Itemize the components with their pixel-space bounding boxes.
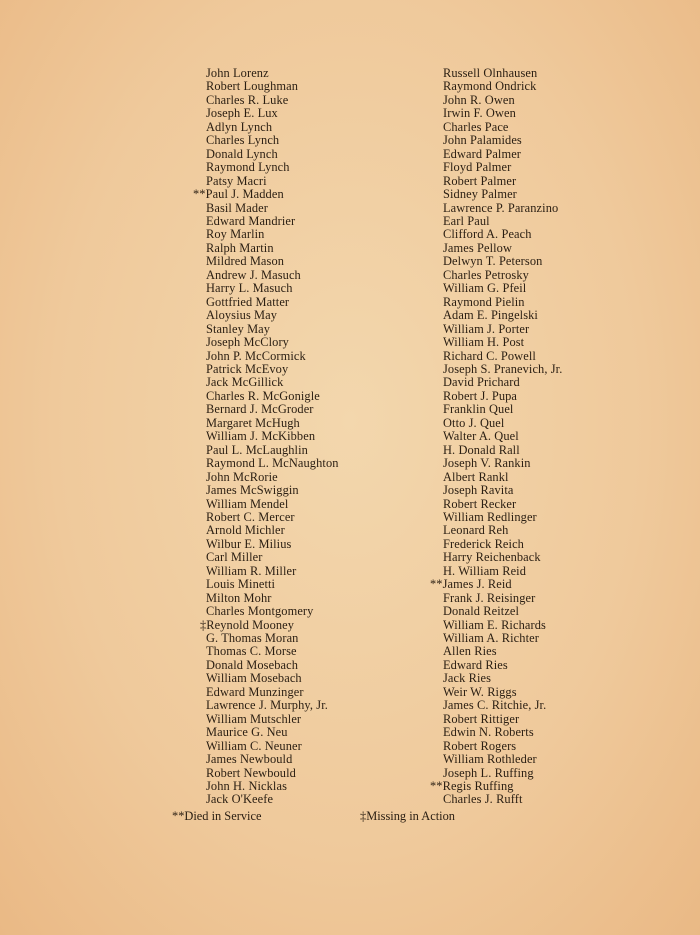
name-entry <box>206 699 339 712</box>
person-name: Frederick Reich <box>443 536 524 551</box>
name-entry <box>443 444 562 457</box>
name-entry <box>443 767 562 780</box>
name-entry <box>206 686 339 699</box>
name-entry <box>206 645 339 658</box>
person-name: Andrew J. Masuch <box>206 267 301 282</box>
person-name: William Mosebach <box>206 671 302 686</box>
person-name: Milton Mohr <box>206 590 272 605</box>
person-name: Joseph E. Lux <box>206 106 278 121</box>
person-name: Maurice G. Neu <box>206 725 288 740</box>
person-name: Mildred Mason <box>206 254 285 269</box>
person-name: Sidney Palmer <box>443 187 517 202</box>
person-name: Robert Palmer <box>443 173 517 188</box>
person-name: Ralph Martin <box>206 240 274 255</box>
name-entry <box>206 632 339 645</box>
name-entry <box>443 430 562 443</box>
name-entry <box>443 161 562 174</box>
name-entry <box>206 444 339 457</box>
person-name: William E. Richards <box>443 617 546 632</box>
person-name: William A. Richter <box>443 631 539 646</box>
name-entry <box>206 403 339 416</box>
person-name: Paul L. McLaughlin <box>206 442 308 457</box>
person-name: Adlyn Lynch <box>206 119 273 134</box>
person-name: William J. McKibben <box>206 429 316 444</box>
person-name: James J. Reid <box>442 577 512 592</box>
person-name: Frank J. Reisinger <box>443 590 536 605</box>
name-entry <box>206 793 339 806</box>
person-name: John P. McCormick <box>206 348 306 363</box>
person-name: Robert Rogers <box>443 738 517 753</box>
name-entry <box>443 699 562 712</box>
name-entry <box>206 336 339 349</box>
name-entry <box>206 269 339 282</box>
person-name: G. Thomas Moran <box>206 631 299 646</box>
name-entry <box>206 726 339 739</box>
person-name: David Prichard <box>443 375 520 390</box>
person-name: Raymond Pielin <box>443 294 525 309</box>
legend-died-in-service: **Died in Service <box>172 809 262 823</box>
name-entry <box>206 780 339 793</box>
person-name: Jack McGillick <box>206 375 284 390</box>
person-name: Gottfried Matter <box>206 294 290 309</box>
person-name: John Lorenz <box>206 66 269 80</box>
person-name: Franklin Quel <box>443 402 514 417</box>
person-name: Charles J. Rufft <box>443 792 523 807</box>
person-name: Edward Mandrier <box>206 213 296 228</box>
person-name: Paul J. Madden <box>205 187 284 202</box>
name-entry <box>206 134 339 147</box>
name-entry <box>443 323 562 336</box>
name-entry <box>430 577 562 592</box>
person-name: John McRorie <box>206 469 278 484</box>
name-entry <box>443 309 562 322</box>
person-name: Charles Montgomery <box>206 604 314 619</box>
name-entry <box>443 121 562 134</box>
person-name: Jack Ries <box>443 671 492 686</box>
died-in-service-mark: ** <box>430 779 443 794</box>
person-name: Donald Lynch <box>206 146 278 161</box>
person-name: Regis Ruffing <box>442 779 514 794</box>
name-entry <box>443 255 562 268</box>
name-entry <box>443 632 562 645</box>
name-entry <box>206 659 339 672</box>
person-name: Adam E. Pingelski <box>443 308 538 323</box>
name-entry <box>443 686 562 699</box>
person-name: Delwyn T. Peterson <box>443 254 543 269</box>
name-entry <box>443 148 562 161</box>
name-entry <box>206 471 339 484</box>
name-entry <box>206 80 339 93</box>
name-entry <box>206 242 339 255</box>
name-entry <box>206 713 339 726</box>
name-entry <box>206 94 339 107</box>
person-name: Edward Ries <box>443 657 508 672</box>
name-entry <box>206 309 339 322</box>
person-name: Louis Minetti <box>206 577 276 592</box>
name-entry <box>443 498 562 511</box>
person-name: Joseph S. Pranevich, Jr. <box>443 361 563 376</box>
name-entry <box>206 551 339 564</box>
name-entry <box>206 524 339 537</box>
name-entry <box>443 296 562 309</box>
name-entry <box>443 363 562 376</box>
person-name: Leonard Reh <box>443 523 509 538</box>
person-name: Lawrence P. Paranzino <box>443 200 559 215</box>
name-entry <box>206 605 339 618</box>
person-name: Robert Recker <box>443 496 517 511</box>
died-in-service-mark: ** <box>430 577 443 592</box>
name-entry <box>443 350 562 363</box>
person-name: Joseph McClory <box>206 335 289 350</box>
name-entry <box>206 484 339 497</box>
name-entry <box>443 457 562 470</box>
name-entry <box>443 417 562 430</box>
person-name: Patrick McEvoy <box>206 361 289 376</box>
person-name: Weir W. Riggs <box>443 684 517 699</box>
person-name: Edward Palmer <box>443 146 522 161</box>
person-name: Charles R. McGonigle <box>206 388 320 403</box>
person-name: Charles Lynch <box>206 133 280 148</box>
name-entry <box>443 336 562 349</box>
person-name: Thomas C. Morse <box>206 644 297 659</box>
name-entry <box>443 376 562 389</box>
person-name: William J. Porter <box>443 321 530 336</box>
person-name: Russell Olnhausen <box>443 66 538 80</box>
name-entry <box>206 390 339 403</box>
person-name: Raymond Ondrick <box>443 79 537 94</box>
name-entry <box>206 430 339 443</box>
person-name: Raymond Lynch <box>206 160 290 175</box>
name-entry <box>443 672 562 685</box>
person-name: William Mutschler <box>206 711 302 726</box>
person-name: Donald Mosebach <box>206 657 298 672</box>
person-name: John H. Nicklas <box>206 779 287 794</box>
person-name: William Rothleder <box>443 752 537 767</box>
name-entry <box>443 605 562 618</box>
person-name: Irwin F. Owen <box>443 106 516 121</box>
person-name: Floyd Palmer <box>443 160 512 175</box>
person-name: Stanley May <box>206 321 271 336</box>
person-name: William G. Pfeil <box>443 281 527 296</box>
name-entry <box>206 215 339 228</box>
name-entry <box>206 767 339 780</box>
name-entry <box>206 296 339 309</box>
names-column-right <box>430 66 563 807</box>
name-entry <box>206 376 339 389</box>
name-entry <box>206 67 339 80</box>
person-name: Harry Reichenback <box>443 550 541 565</box>
died-in-service-mark: ** <box>193 187 206 202</box>
name-entry <box>443 175 562 188</box>
name-entry <box>206 498 339 511</box>
name-entry <box>206 740 339 753</box>
name-entry <box>443 269 562 282</box>
name-entry <box>206 121 339 134</box>
name-entry <box>443 565 562 578</box>
person-name: John R. Owen <box>443 92 515 107</box>
name-entry <box>443 242 562 255</box>
person-name: William R. Miller <box>206 563 297 578</box>
name-entry <box>206 161 339 174</box>
name-entry <box>206 565 339 578</box>
person-name: Robert Rittiger <box>443 711 520 726</box>
name-entry <box>206 753 339 766</box>
name-entry <box>206 228 339 241</box>
name-entry <box>443 67 562 80</box>
person-name: Aloysius May <box>206 308 278 323</box>
person-name: William Redlinger <box>443 509 537 524</box>
person-name: Albert Rankl <box>443 469 509 484</box>
name-entry <box>206 350 339 363</box>
person-name: Bernard J. McGroder <box>206 402 314 417</box>
name-entry <box>443 94 562 107</box>
name-entry <box>443 484 562 497</box>
person-name: Earl Paul <box>443 213 490 228</box>
person-name: Edward Munzinger <box>206 684 304 699</box>
name-entry <box>206 148 339 161</box>
person-name: Jack O'Keefe <box>206 792 274 807</box>
person-name: Reynold Mooney <box>206 617 295 632</box>
name-entry <box>206 592 339 605</box>
person-name: Robert Loughman <box>206 79 299 94</box>
person-name: John Palamides <box>443 133 522 148</box>
name-entry <box>443 511 562 524</box>
person-name: James McSwiggin <box>206 483 299 498</box>
name-entry <box>443 80 562 93</box>
person-name: Raymond L. McNaughton <box>206 456 339 471</box>
person-name: Walter A. Quel <box>443 429 519 444</box>
missing-in-action-mark: ‡ <box>200 617 207 632</box>
person-name: James Newbould <box>206 752 293 767</box>
name-entry <box>206 202 339 215</box>
legend-missing-in-action: ‡Missing in Action <box>360 809 456 823</box>
name-entry <box>206 457 339 470</box>
name-entry <box>443 524 562 537</box>
person-name: Edwin N. Roberts <box>443 725 534 740</box>
person-name: James C. Ritchie, Jr. <box>443 698 547 713</box>
name-entry <box>443 659 562 672</box>
name-entry <box>200 617 339 632</box>
person-name: Joseph L. Ruffing <box>443 765 534 780</box>
person-name: Basil Mader <box>206 200 269 215</box>
name-entry <box>443 726 562 739</box>
name-entry <box>443 202 562 215</box>
name-entry <box>443 713 562 726</box>
person-name: Allen Ries <box>443 644 497 659</box>
person-name: H. William Reid <box>443 563 527 578</box>
person-name: William C. Neuner <box>206 738 302 753</box>
name-entry <box>206 578 339 591</box>
person-name: Donald Reitzel <box>443 604 520 619</box>
name-entry <box>443 107 562 120</box>
person-name: Charles R. Luke <box>206 92 289 107</box>
name-entry <box>206 107 339 120</box>
name-entry <box>206 538 339 551</box>
name-entry <box>443 551 562 564</box>
name-entry <box>443 282 562 295</box>
name-entry <box>443 188 562 201</box>
person-name: Clifford A. Peach <box>443 227 532 242</box>
name-entry <box>206 672 339 685</box>
name-entry <box>206 282 339 295</box>
name-entry <box>443 471 562 484</box>
person-name: Wilbur E. Milius <box>206 536 292 551</box>
person-name: William H. Post <box>443 335 525 350</box>
name-entry <box>443 390 562 403</box>
name-entry <box>430 779 562 794</box>
name-entry <box>206 511 339 524</box>
person-name: Robert C. Mercer <box>206 509 295 524</box>
person-name: Charles Petrosky <box>443 267 529 282</box>
name-entry <box>443 134 562 147</box>
person-name: Robert J. Pupa <box>443 388 518 403</box>
name-entry <box>206 417 339 430</box>
name-entry <box>443 645 562 658</box>
person-name: Harry L. Masuch <box>206 281 293 296</box>
person-name: Arnold Michler <box>206 523 285 538</box>
person-name: Carl Miller <box>206 550 263 565</box>
person-name: Charles Pace <box>443 119 509 134</box>
person-name: Joseph V. Rankin <box>443 456 531 471</box>
name-entry <box>443 592 562 605</box>
person-name: Patsy Macri <box>206 173 267 188</box>
person-name: Richard C. Powell <box>443 348 536 363</box>
name-entry <box>443 403 562 416</box>
name-entry <box>206 323 339 336</box>
name-entry <box>443 228 562 241</box>
person-name: Roy Marlin <box>206 227 265 242</box>
name-entry <box>443 753 562 766</box>
name-entry <box>193 187 339 202</box>
person-name: Robert Newbould <box>206 765 296 780</box>
name-entry <box>443 538 562 551</box>
person-name: Lawrence J. Murphy, Jr. <box>206 698 328 713</box>
person-name: James Pellow <box>443 240 512 255</box>
name-entry <box>206 255 339 268</box>
name-entry <box>443 215 562 228</box>
names-column-left <box>193 66 339 807</box>
name-entry <box>206 175 339 188</box>
person-name: Joseph Ravita <box>443 483 514 498</box>
name-entry <box>206 363 339 376</box>
name-entry <box>443 740 562 753</box>
person-name: H. Donald Rall <box>443 442 520 457</box>
person-name: Margaret McHugh <box>206 415 300 430</box>
name-entry <box>443 793 562 806</box>
name-entry <box>443 619 562 632</box>
person-name: Otto J. Quel <box>443 415 505 430</box>
person-name: William Mendel <box>206 496 289 511</box>
